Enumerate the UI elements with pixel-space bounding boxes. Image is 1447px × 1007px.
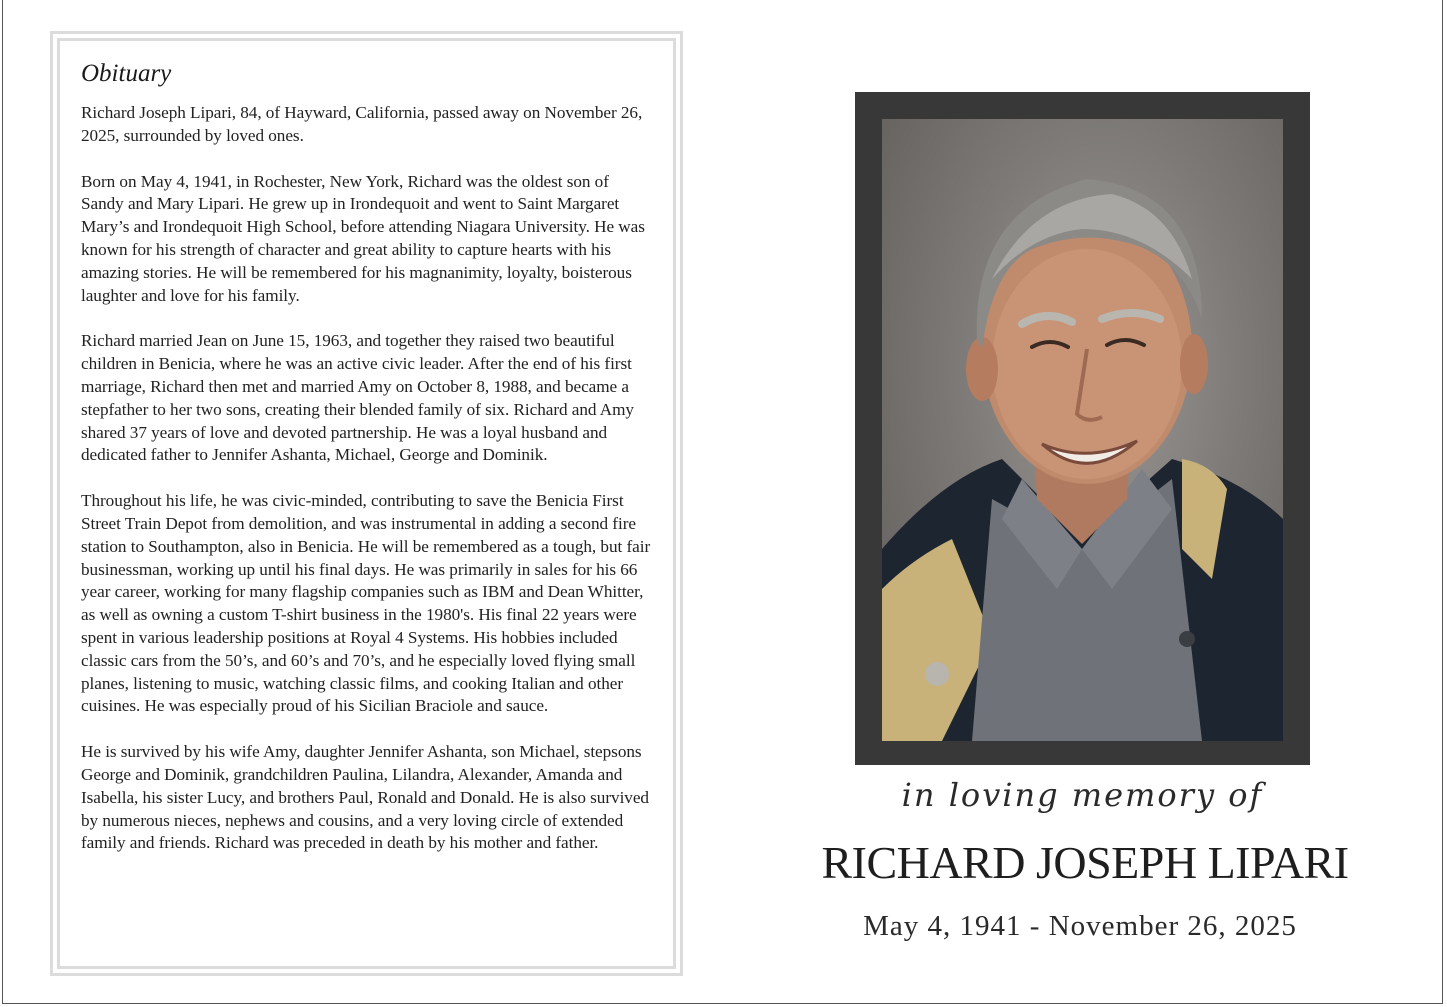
obituary-paragraph-3: Richard married Jean on June 15, 1963, and together they raised two beautiful children in Benicia, where he was an active civic leader. After the end of his first marriage, Richard then met and married Amy on October 8, 1988, and became a stepfather to her two sons, creating their blended family of six. Richard and Amy shared 37 years of love and devoted partnership. He was a loyal husband and dedicated father to Jennifer Ashanta, Michael, George and Dominik. [81, 331, 634, 465]
obituary-inner-frame [57, 38, 676, 969]
portrait-illustration [882, 119, 1283, 741]
obituary-paragraph-4: Throughout his life, he was civic-minded, contributing to save the Benicia First Street Train Depot from demolition, and was instrumental in adding a second fire station to Southampton, also in Benicia. He will be remembered as a tough, but fair businessman, working up until his final days. He was primarily in sales for his 66 year career, working for many flagship companies such as IBM and Dean Whitter, as well as owning a custom T-shirt business in the 1980's. His final 22 years were spent in various leadership positions at Royal 4 Systems. His hobbies included classic cars from the 50’s, and 60’s and 70’s, and he especially loved flying small planes, listening to music, watching classic films, and cooking Italian and other cuisines. He was especially proud of his Sicilian Braciole and sauce. [81, 491, 651, 716]
memory-caption: in loving memory of [901, 776, 1264, 814]
obituary-paragraph-2: Born on May 4, 1941, in Rochester, New York, Richard was the oldest son of Sandy and Mary Lipari. He grew up in Irondequoit and went to Saint Margaret Mary’s and Irondequoit High School, before attending Niagara University. He was known for his strength of character and great ability to capture hearts with his amazing stories. He will be remembered for his magnanimity, loyalty, boisterous laughter and love for his family. [81, 171, 645, 305]
life-dates: May 4, 1941 - November 26, 2025 [863, 910, 1297, 942]
obituary-body [81, 102, 653, 855]
obituary-paragraph-1: Richard Joseph Lipari, 84, of Hayward, California, passed away on November 26, 2025, surrounded by loved ones. [81, 103, 643, 145]
portrait-photo [882, 119, 1283, 741]
obituary-panel [50, 31, 683, 976]
deceased-name: RICHARD JOSEPH LIPARI [821, 837, 1349, 888]
obituary-paragraph-5: He is survived by his wife Amy, daughter Jennifer Ashanta, son Michael, stepsons George and Dominik, grandchildren Paulina, Lilandra, Alexander, Amanda and Isabella, his sister Lucy, and brothers Paul, Ronald and Donald. He is also survived by numerous nieces, nephews and cousins, and a very loving circle of extended family and friends. Richard was preceded in death by his mother and father. [81, 742, 649, 853]
portrait-frame [855, 92, 1310, 765]
obituary-title: Obituary [81, 60, 172, 87]
